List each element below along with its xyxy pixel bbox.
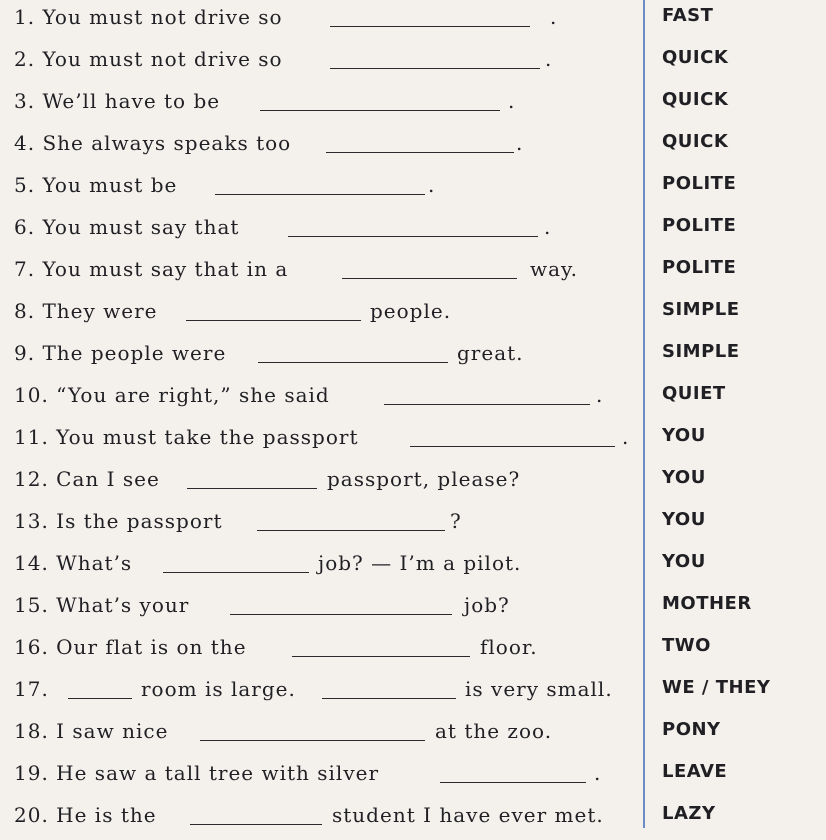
sentence-start: 17. (14, 677, 49, 701)
sentence-continuation: floor. (480, 635, 538, 659)
sentence-continuation: way. (530, 257, 579, 281)
base-word: TWO (662, 635, 711, 656)
exercise-row (0, 0, 826, 42)
exercise-row (0, 588, 826, 630)
exercise-row (0, 168, 826, 210)
sentence-start: 12. Can I see (14, 467, 160, 491)
sentence-start: 5. You must be (14, 173, 178, 197)
sentence-continuation: . (622, 425, 630, 449)
answer-blank[interactable] (330, 26, 530, 27)
answer-blank[interactable] (330, 68, 540, 69)
base-word: QUICK (662, 89, 729, 110)
answer-blank[interactable] (410, 446, 615, 447)
sentence-start: 18. I saw nice (14, 719, 169, 743)
base-word: LEAVE (662, 761, 728, 782)
sentence-start: 20. He is the (14, 803, 157, 827)
sentence-continuation: job? — I’m a pilot. (318, 551, 522, 575)
sentence-continuation: . (550, 5, 558, 29)
answer-blank[interactable] (292, 656, 470, 657)
exercise-row (0, 336, 826, 378)
answer-blank[interactable] (288, 236, 538, 237)
base-word: QUICK (662, 131, 729, 152)
answer-blank[interactable] (342, 278, 517, 279)
sentence-start: 15. What’s your (14, 593, 190, 617)
sentence-continuation: . (545, 47, 553, 71)
answer-blank[interactable] (440, 782, 586, 783)
base-word: POLITE (662, 173, 737, 194)
answer-blank[interactable] (200, 740, 425, 741)
sentence-start: 9. The people were (14, 341, 227, 365)
answer-blank[interactable] (257, 530, 445, 531)
answer-blank[interactable] (163, 572, 309, 573)
exercise-row (0, 672, 826, 714)
base-word: MOTHER (662, 593, 752, 614)
exercise-row (0, 504, 826, 546)
exercise-row (0, 630, 826, 672)
answer-blank[interactable] (258, 362, 448, 363)
sentence-start: 4. She always speaks too (14, 131, 292, 155)
base-word: YOU (662, 467, 706, 488)
sentence-continuation: ? (450, 509, 462, 533)
sentence-continuation: . (594, 761, 602, 785)
sentence-continuation: . (516, 131, 524, 155)
sentence-continuation: . (544, 215, 552, 239)
sentence-start: 8. They were (14, 299, 158, 323)
sentence-start: 14. What’s (14, 551, 133, 575)
answer-blank[interactable] (187, 488, 317, 489)
sentence-continuation: . (596, 383, 604, 407)
answer-blank[interactable] (68, 698, 132, 699)
exercise-row (0, 126, 826, 168)
sentence-continuation: people. (370, 299, 452, 323)
base-word: YOU (662, 551, 706, 572)
base-word: YOU (662, 509, 706, 530)
base-word: POLITE (662, 215, 737, 236)
base-word: FAST (662, 5, 714, 26)
sentence-start: 10. “You are right,” she said (14, 383, 330, 407)
sentence-continuation: room is large. (141, 677, 296, 701)
answer-blank[interactable] (190, 824, 322, 825)
sentence-start: 16. Our flat is on the (14, 635, 247, 659)
base-word: PONY (662, 719, 721, 740)
sentence-start: 7. You must say that in a (14, 257, 289, 281)
exercise-row (0, 714, 826, 756)
answer-blank[interactable] (260, 110, 500, 111)
exercise-row (0, 84, 826, 126)
base-word: QUIET (662, 383, 726, 404)
base-word: LAZY (662, 803, 716, 824)
exercise-row (0, 462, 826, 504)
sentence-start: 2. You must not drive so (14, 47, 283, 71)
exercise-row (0, 252, 826, 294)
base-word: POLITE (662, 257, 737, 278)
exercise-row (0, 42, 826, 84)
answer-blank[interactable] (326, 152, 514, 153)
exercise-row (0, 378, 826, 420)
exercise-row (0, 546, 826, 588)
exercise-row (0, 756, 826, 798)
answer-blank[interactable] (186, 320, 361, 321)
base-word: WE / THEY (662, 677, 771, 698)
answer-blank[interactable] (230, 614, 452, 615)
sentence-continuation: job? (464, 593, 510, 617)
sentence-start: 13. Is the passport (14, 509, 223, 533)
base-word: QUICK (662, 47, 729, 68)
sentence-continuation: great. (457, 341, 524, 365)
base-word: YOU (662, 425, 706, 446)
sentence-start: 11. You must take the passport (14, 425, 359, 449)
sentence-start: 19. He saw a tall tree with silver (14, 761, 380, 785)
answer-blank[interactable] (215, 194, 425, 195)
exercise-row (0, 798, 826, 840)
base-word: SIMPLE (662, 341, 740, 362)
exercise-row (0, 294, 826, 336)
sentence-continuation: passport, please? (327, 467, 521, 491)
sentence-continuation: . (428, 173, 436, 197)
sentence-continuation: is very small. (465, 677, 613, 701)
sentence-continuation: . (508, 89, 516, 113)
sentence-start: 3. We’ll have to be (14, 89, 221, 113)
exercise-row (0, 420, 826, 462)
answer-blank[interactable] (322, 698, 456, 699)
sentence-continuation: student I have ever met. (332, 803, 604, 827)
sentence-start: 6. You must say that (14, 215, 240, 239)
answer-blank[interactable] (384, 404, 590, 405)
base-word: SIMPLE (662, 299, 740, 320)
sentence-start: 1. You must not drive so (14, 5, 283, 29)
exercise-row (0, 210, 826, 252)
sentence-continuation: at the zoo. (435, 719, 553, 743)
